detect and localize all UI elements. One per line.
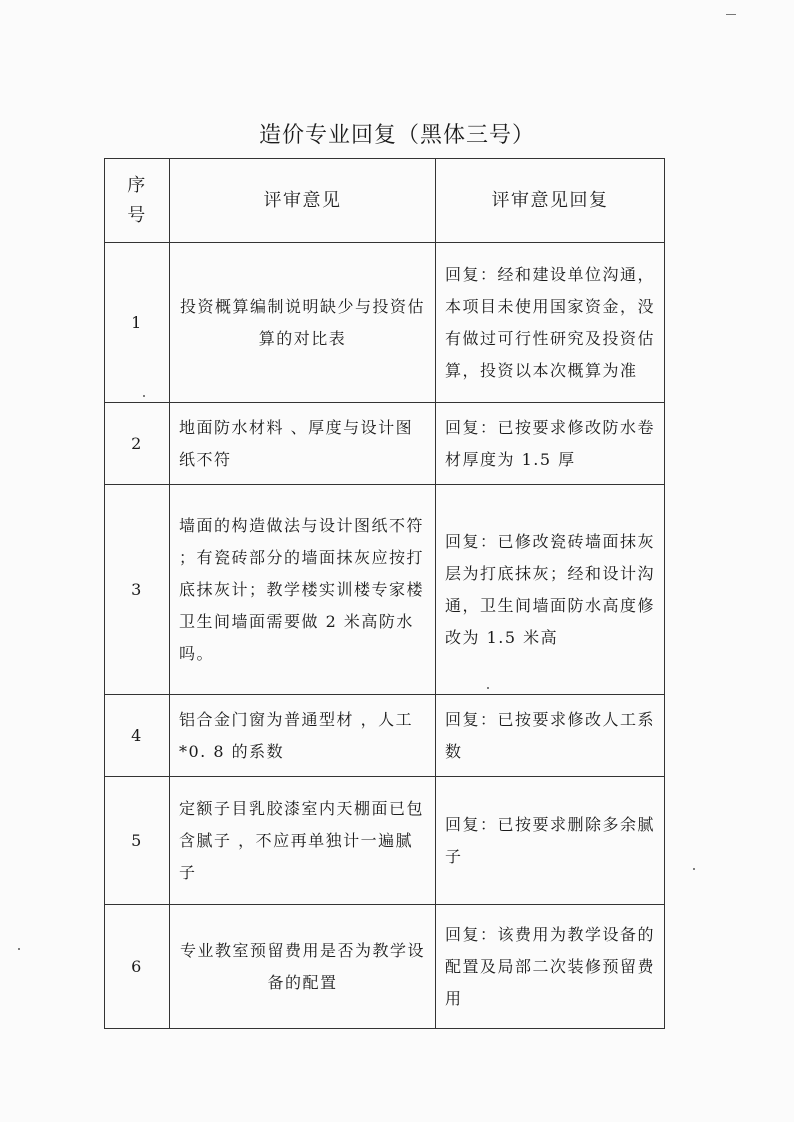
table-row (105, 243, 665, 403)
scan-speck (487, 687, 489, 689)
row-opinion: 专业教室预留费用是否为教学设备的配置 (170, 905, 436, 1029)
table-row (105, 905, 665, 1029)
table-row (105, 403, 665, 485)
row-no: 2 (105, 403, 170, 485)
row-reply: 回复：该费用为教学设备的配置及局部二次装修预留费用 (436, 905, 665, 1029)
row-opinion: 定额子目乳胶漆室内天棚面已包含腻子 ，不应再单独计一遍腻子 (170, 777, 436, 905)
header-no: 序号 (105, 159, 170, 243)
row-reply: 回复：已按要求删除多余腻子 (436, 777, 665, 905)
row-no: 3 (105, 485, 170, 695)
row-no: 1 (105, 243, 170, 403)
review-table (104, 158, 665, 1029)
table-row (105, 695, 665, 777)
row-reply: 回复：经和建设单位沟通，本项目未使用国家资金，没有做过可行性研究及投资估算，投资以本次概算为准 (436, 243, 665, 403)
row-reply: 回复：已按要求修改防水卷材厚度为 1.5 厚 (436, 403, 665, 485)
header-reply: 评审意见回复 (436, 159, 665, 243)
row-reply: 回复：已修改瓷砖墙面抹灰层为打底抹灰；经和设计沟通，卫生间墙面防水高度修改为 1.5 米高 (436, 485, 665, 695)
row-no: 6 (105, 905, 170, 1029)
table-row (105, 485, 665, 695)
table-header-row (105, 159, 665, 243)
scan-speck (143, 395, 145, 397)
scan-speck (18, 948, 20, 950)
row-opinion: 投资概算编制说明缺少与投资估算的对比表 (170, 243, 436, 403)
row-opinion: 墙面的构造做法与设计图纸不符 ；有瓷砖部分的墙面抹灰应按打底抹灰计；教学楼实训楼专家楼卫生间墙面需要做 2 米高防水吗。 (170, 485, 436, 695)
scan-speck (693, 868, 695, 870)
table-row (105, 777, 665, 905)
row-opinion: 地面防水材料 、厚度与设计图纸不符 (170, 403, 436, 485)
row-no: 5 (105, 777, 170, 905)
page-title: 造价专业回复（黑体三号） (258, 123, 535, 148)
header-opinion: 评审意见 (170, 159, 436, 243)
scan-mark (726, 14, 736, 15)
row-no: 4 (105, 695, 170, 777)
row-reply: 回复：已按要求修改人工系数 (436, 695, 665, 777)
row-opinion: 铝合金门窗为普通型材 ，人工 *0. 8 的系数 (170, 695, 436, 777)
